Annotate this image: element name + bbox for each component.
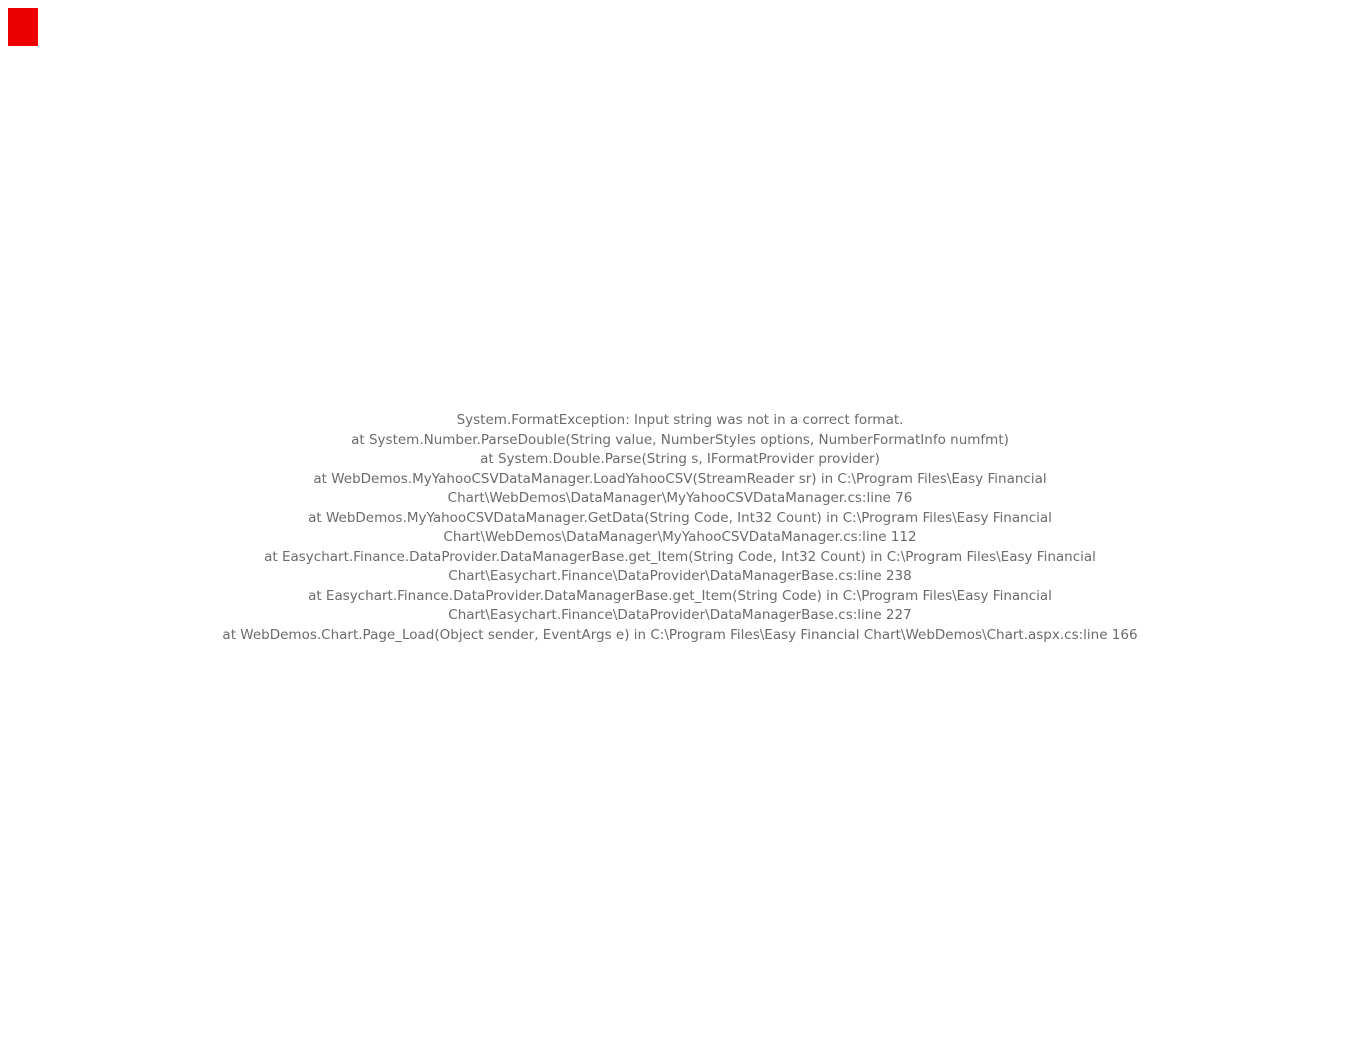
exception-message: System.FormatException: Input string was not in a correct format. xyxy=(456,412,904,428)
stack-trace xyxy=(222,411,1137,645)
stack-frame: at WebDemos.MyYahooCSVDataManager.LoadYahooCSV(StreamReader sr) in C:\Program Files\Easy Financial xyxy=(313,470,1047,487)
stack-frame: at Easychart.Finance.DataProvider.DataManagerBase.get_Item(String Code, Int32 Count) in C:\Program Files\Easy Financial xyxy=(264,548,1096,565)
stack-frame: at WebDemos.MyYahooCSVDataManager.GetData(String Code, Int32 Count) in C:\Program Files\Easy Financial xyxy=(308,509,1052,526)
stack-frame-continuation: Chart\WebDemos\DataManager\MyYahooCSVDataManager.cs:line 112 xyxy=(443,529,917,545)
stack-frame: at System.Number.ParseDouble(String value, NumberStyles options, NumberFormatInfo numfmt) xyxy=(351,431,1009,448)
stack-frame-continuation: Chart\Easychart.Finance\DataProvider\DataManagerBase.cs:line 238 xyxy=(448,568,912,584)
stack-frame-continuation: Chart\Easychart.Finance\DataProvider\DataManagerBase.cs:line 227 xyxy=(448,607,912,623)
stack-frame: at WebDemos.Chart.Page_Load(Object sender, EventArgs e) in C:\Program Files\Easy Financial Chart\WebDemos\Chart.aspx.cs:line 166 xyxy=(222,626,1138,643)
stack-frame: at Easychart.Finance.DataProvider.DataManagerBase.get_Item(String Code) in C:\Program Files\Easy Financial xyxy=(308,587,1052,604)
stack-frame: at System.Double.Parse(String s, IFormatProvider provider) xyxy=(480,451,880,467)
stack-frame-continuation: Chart\WebDemos\DataManager\MyYahooCSVDataManager.cs:line 76 xyxy=(447,490,913,506)
